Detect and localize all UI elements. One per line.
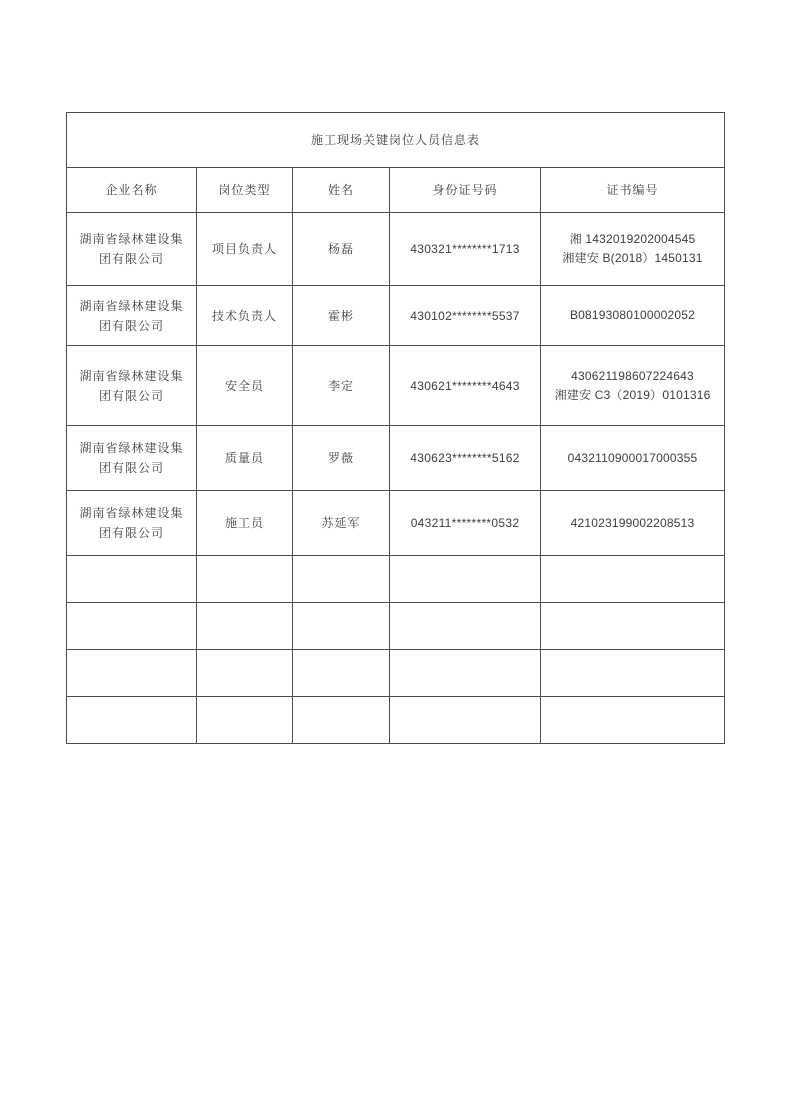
empty-cell bbox=[67, 603, 197, 650]
cell-position: 施工员 bbox=[197, 491, 293, 556]
cert-line: 湘 1432019202004545 bbox=[569, 232, 696, 246]
empty-cell bbox=[293, 697, 390, 744]
table-title: 施工现场关键岗位人员信息表 bbox=[67, 113, 725, 168]
cell-position: 质量员 bbox=[197, 426, 293, 491]
table-row bbox=[67, 213, 725, 286]
cell-id-number: 430623********5162 bbox=[390, 426, 541, 491]
cell-id-number: 043211********0532 bbox=[390, 491, 541, 556]
cell-name: 苏延军 bbox=[293, 491, 390, 556]
personnel-info-table bbox=[66, 112, 725, 744]
empty-table-row bbox=[67, 556, 725, 603]
empty-cell bbox=[197, 556, 293, 603]
empty-cell bbox=[293, 650, 390, 697]
empty-cell bbox=[390, 556, 541, 603]
empty-cell bbox=[541, 697, 725, 744]
empty-cell bbox=[67, 556, 197, 603]
empty-table-row bbox=[67, 650, 725, 697]
empty-cell bbox=[390, 697, 541, 744]
empty-cell bbox=[67, 697, 197, 744]
cell-id-number: 430321********1713 bbox=[390, 213, 541, 286]
cert-line: 湘建安 B(2018）1450131 bbox=[562, 251, 703, 265]
table-row bbox=[67, 491, 725, 556]
cell-name: 霍彬 bbox=[293, 286, 390, 346]
col-header-cert-number: 证书编号 bbox=[541, 168, 725, 213]
cert-line: 430621198607224643 bbox=[571, 368, 694, 383]
empty-cell bbox=[541, 556, 725, 603]
cell-position: 项目负责人 bbox=[197, 213, 293, 286]
cell-cert-number bbox=[541, 491, 725, 556]
empty-cell bbox=[67, 650, 197, 697]
cell-id-number: 430621********4643 bbox=[390, 346, 541, 426]
empty-table-row bbox=[67, 697, 725, 744]
empty-cell bbox=[541, 650, 725, 697]
cert-line: B08193080100002052 bbox=[569, 308, 696, 322]
cell-position: 安全员 bbox=[197, 346, 293, 426]
cell-id-number: 430102********5537 bbox=[390, 286, 541, 346]
col-header-position: 岗位类型 bbox=[197, 168, 293, 213]
cell-company: 湖南省绿林建设集团有限公司 bbox=[67, 213, 197, 286]
cert-line: 421023199002208513 bbox=[570, 515, 695, 530]
cell-cert-number bbox=[541, 346, 725, 426]
cell-name: 杨磊 bbox=[293, 213, 390, 286]
cert-line: 0432110900017000355 bbox=[567, 450, 698, 465]
empty-cell bbox=[390, 650, 541, 697]
cell-name: 罗薇 bbox=[293, 426, 390, 491]
cell-company: 湖南省绿林建设集团有限公司 bbox=[67, 491, 197, 556]
title-row bbox=[67, 113, 725, 168]
empty-cell bbox=[390, 603, 541, 650]
table-row bbox=[67, 426, 725, 491]
empty-cell bbox=[293, 603, 390, 650]
table-row bbox=[67, 346, 725, 426]
empty-table-row bbox=[67, 603, 725, 650]
col-header-id-number: 身份证号码 bbox=[390, 168, 541, 213]
cell-company: 湖南省绿林建设集团有限公司 bbox=[67, 426, 197, 491]
empty-cell bbox=[293, 556, 390, 603]
empty-cell bbox=[197, 603, 293, 650]
cell-name: 李定 bbox=[293, 346, 390, 426]
cell-cert-number bbox=[541, 426, 725, 491]
cell-position: 技术负责人 bbox=[197, 286, 293, 346]
cell-cert-number bbox=[541, 286, 725, 346]
empty-cell bbox=[541, 603, 725, 650]
cell-cert-number bbox=[541, 213, 725, 286]
col-header-company: 企业名称 bbox=[67, 168, 197, 213]
header-row bbox=[67, 168, 725, 213]
cell-company: 湖南省绿林建设集团有限公司 bbox=[67, 346, 197, 426]
cert-line: 湘建安 C3（2019）0101316 bbox=[554, 387, 711, 402]
col-header-name: 姓名 bbox=[293, 168, 390, 213]
empty-cell bbox=[197, 697, 293, 744]
cell-company: 湖南省绿林建设集团有限公司 bbox=[67, 286, 197, 346]
table-row bbox=[67, 286, 725, 346]
empty-cell bbox=[197, 650, 293, 697]
